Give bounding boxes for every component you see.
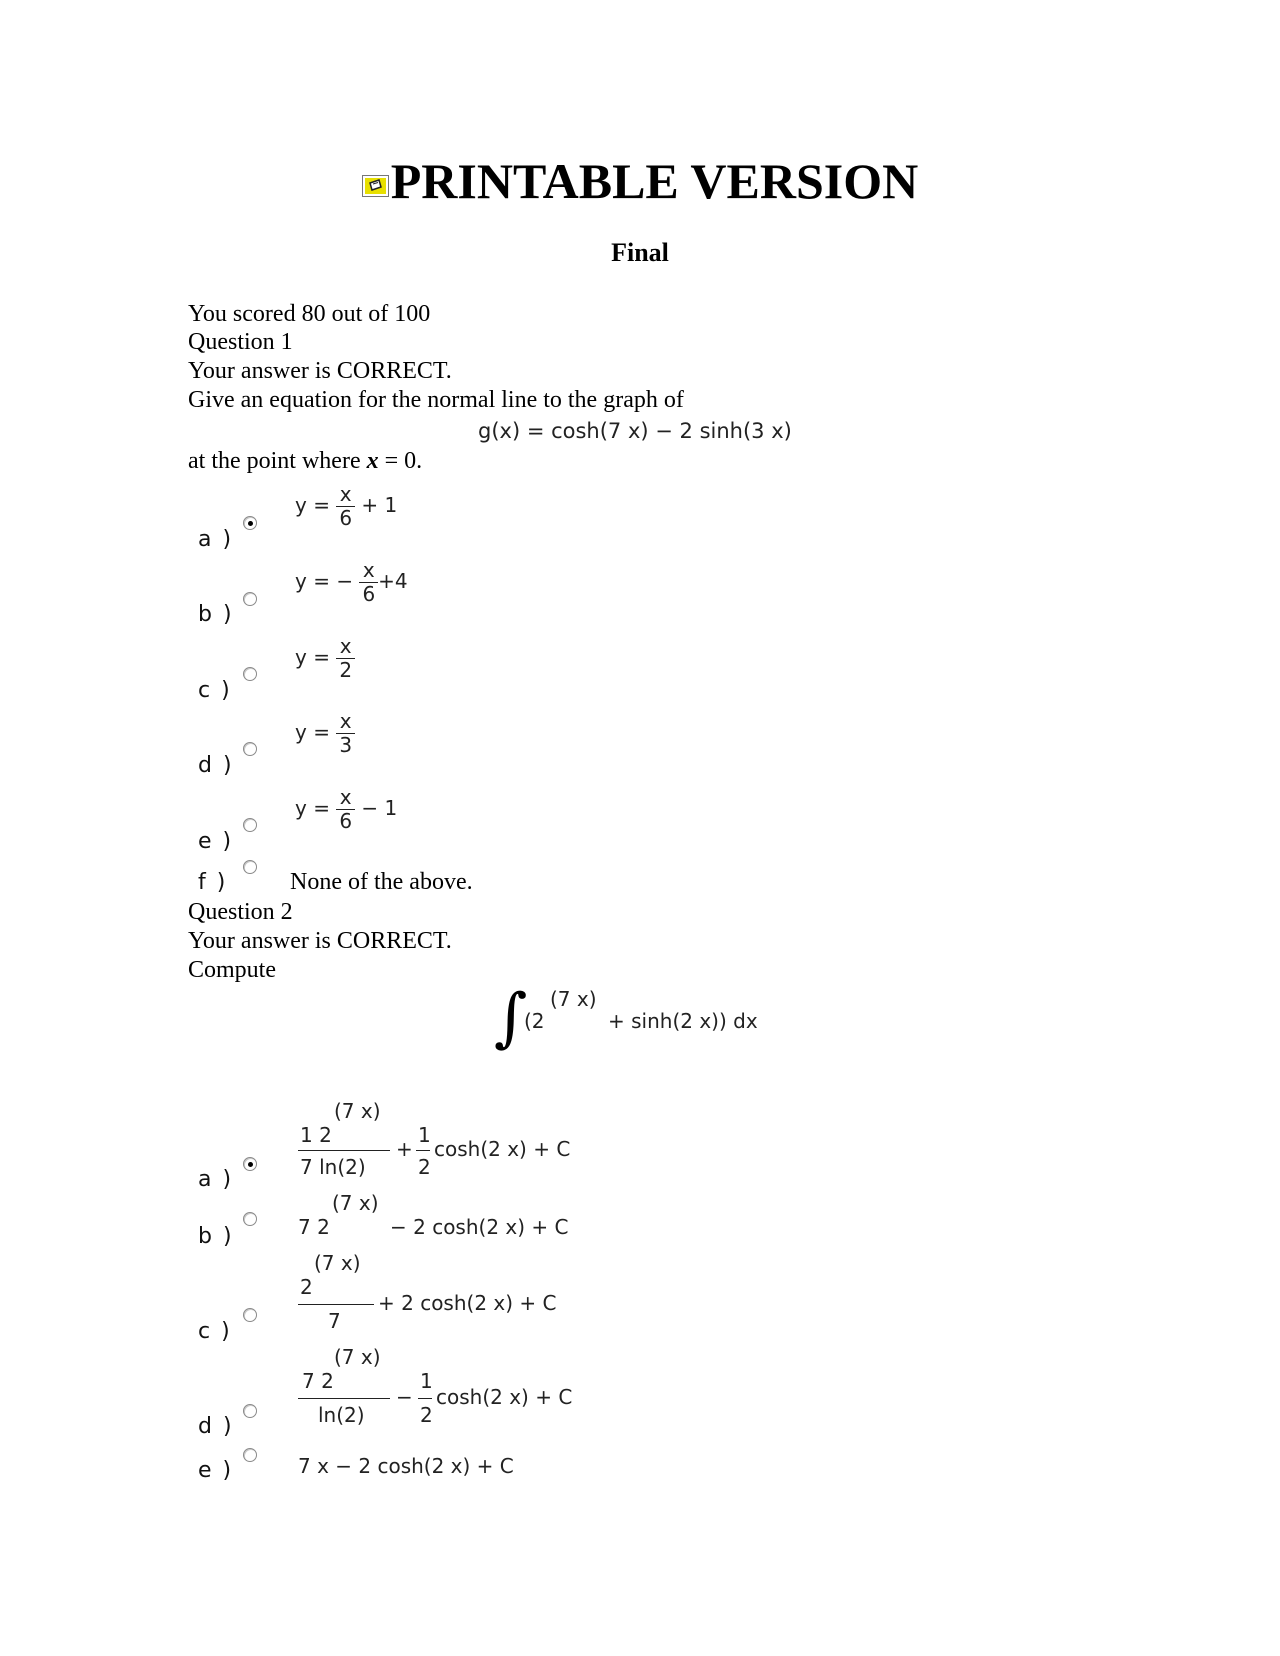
q1-option-c-radio[interactable] — [243, 667, 257, 681]
question-2-prompt: Compute — [188, 957, 276, 983]
q2-option-c-formula: (7 x) 2 7 + 2 cosh(2 x) + C — [300, 1251, 557, 1333]
fraction: $\frac{x}{6}$ — [336, 787, 355, 832]
exam-name: Final — [611, 238, 669, 267]
q2-option-e-formula: 7 x − 2 cosh(2 x) + C — [298, 1454, 514, 1478]
q2-option-a-letter: a ) — [198, 1167, 234, 1192]
q1-option-e-letter: e ) — [198, 829, 234, 854]
q1-option-b-letter: b ) — [198, 602, 234, 627]
q1-option-d-formula: y = $\frac{x}{3}$ — [295, 711, 355, 756]
fraction: $\frac{x}{6}$ — [359, 560, 378, 605]
question-2-integral: ∫ (2 (7 x) + sinh(2 x)) dx — [494, 981, 758, 1055]
question-1-status: Your answer is CORRECT. — [188, 358, 452, 384]
q2-option-c-radio[interactable] — [243, 1308, 257, 1322]
fraction-bar — [416, 1150, 430, 1151]
score-text: You scored 80 out of 100 — [188, 301, 431, 327]
q1-option-f-text: None of the above. — [290, 869, 473, 895]
q1-option-b-radio[interactable] — [243, 592, 257, 606]
q1-option-b-formula: y = − $\frac{x}{6}$ +4 — [295, 558, 408, 606]
q2-option-b-radio[interactable] — [243, 1212, 257, 1226]
question-2-status: Your answer is CORRECT. — [188, 928, 452, 954]
q2-option-d-formula: (7 x) 7 2 ln(2) − 1 2 cosh(2 x) + C — [298, 1346, 618, 1436]
q2-option-d-letter: d ) — [198, 1414, 234, 1439]
q2-option-a-formula: (7 x) 1 2 7 ln(2) + 1 2 cosh(2 x) + C — [300, 1099, 571, 1179]
fraction-bar — [418, 1398, 432, 1399]
q2-option-b-formula: (7 x) 7 2 − 2 cosh(2 x) + C — [298, 1191, 569, 1239]
q1-option-e-formula: y = $\frac{x}{6}$ − 1 — [295, 785, 398, 833]
q2-option-a-radio[interactable] — [243, 1157, 257, 1171]
fraction-bar — [298, 1150, 390, 1151]
q2-option-c-letter: c ) — [198, 1319, 232, 1344]
q2-option-b-letter: b ) — [198, 1224, 234, 1249]
fraction-bar — [298, 1398, 390, 1399]
question-2-label: Question 2 — [188, 899, 293, 925]
q1-option-f-radio[interactable] — [243, 860, 257, 874]
q1-option-f-letter: f ) — [198, 870, 228, 895]
fraction: $\frac{x}{3}$ — [336, 711, 355, 756]
q1-option-e-radio[interactable] — [243, 818, 257, 832]
q2-option-e-letter: e ) — [198, 1458, 234, 1483]
title-text: PRINTABLE VERSION — [390, 153, 919, 209]
q2-option-e-radio[interactable] — [243, 1448, 257, 1462]
q1-option-a-formula: y = $\frac{x}{6}$ + 1 — [295, 482, 398, 530]
question-1-point: at the point where x = 0. — [188, 448, 423, 474]
q1-option-a-letter: a ) — [198, 527, 234, 552]
fraction: $\frac{x}{2}$ — [336, 636, 355, 681]
page-title — [0, 150, 1280, 211]
q2-option-d-radio[interactable] — [243, 1404, 257, 1418]
q1-option-c-letter: c ) — [198, 678, 232, 703]
integral-sign: ∫ — [494, 981, 528, 1055]
fraction: $\frac{x}{6}$ — [336, 484, 355, 529]
q1-option-d-letter: d ) — [198, 753, 234, 778]
printer-icon[interactable] — [362, 150, 389, 172]
q1-option-a-radio[interactable] — [243, 516, 257, 530]
question-1-function: g(x) = cosh(7 x) − 2 sinh(3 x) — [478, 419, 792, 443]
q1-option-d-radio[interactable] — [243, 742, 257, 756]
question-1-prompt: Give an equation for the normal line to the graph of — [188, 387, 684, 413]
q1-option-c-formula: y = $\frac{x}{2}$ — [295, 636, 355, 681]
fraction-bar — [298, 1304, 374, 1305]
question-1-label: Question 1 — [188, 329, 293, 355]
